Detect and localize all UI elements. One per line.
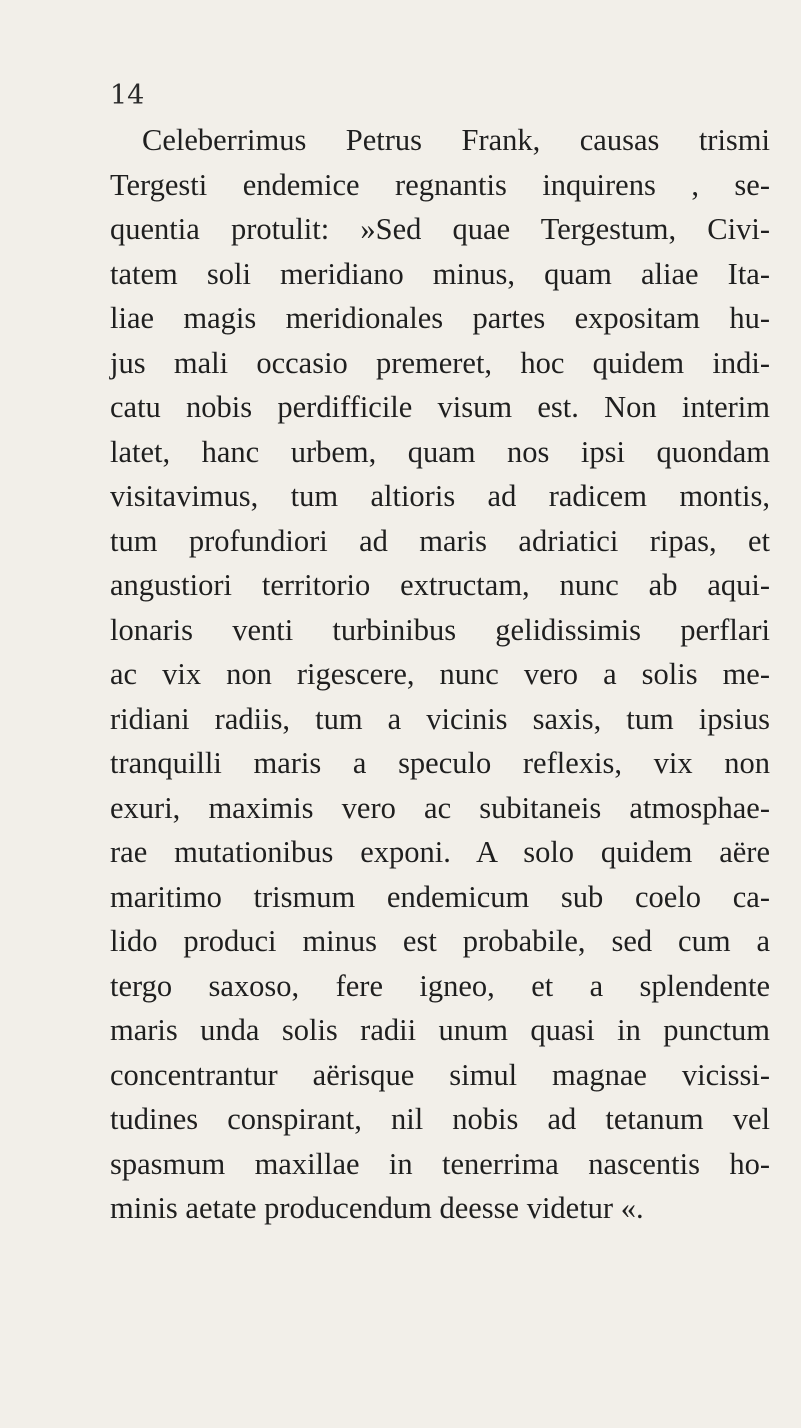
- text-line: exuri, maximis vero ac subitaneis atmosphae-: [110, 790, 770, 825]
- text-line: rae mutationibus exponi. A solo quidem aëre: [110, 835, 770, 869]
- text-line: angustiori territorio extructam, nunc ab aqui-: [110, 568, 770, 602]
- text-line: ridiani radiis, tum a vicinis saxis, tum ipsius: [110, 701, 770, 736]
- text-line: lido produci minus est probabile, sed cum a: [110, 924, 770, 958]
- text-line: tergo saxoso, fere igneo, et a splendente: [110, 968, 770, 1003]
- text-line: lonaris venti turbinibus gelidissimis perflari: [110, 612, 770, 647]
- text-line: visitavimus, tum altioris ad radicem montis,: [110, 479, 770, 513]
- text-line: ac vix non rigescere, nunc vero a solis me-: [110, 657, 770, 691]
- text-line: Celeberrimus Petrus Frank, causas trismi: [142, 123, 770, 157]
- text-line: tudines conspirant, nil nobis ad tetanum vel: [110, 1102, 770, 1136]
- text-line: liae magis meridionales partes expositam hu-: [110, 301, 770, 335]
- text-line: spasmum maxillae in tenerrima nascentis ho-: [110, 1146, 770, 1181]
- page-number: 14: [110, 80, 145, 111]
- text-line: catu nobis perdifficile visum est. Non interim: [110, 390, 770, 424]
- text-line: latet, hanc urbem, quam nos ipsi quondam: [110, 434, 770, 469]
- text-line: maris unda solis radii unum quasi in punctum: [110, 1013, 770, 1047]
- text-line: maritimo trismum endemicum sub coelo ca-: [110, 879, 770, 914]
- text-line: tranquilli maris a speculo reflexis, vix non: [110, 746, 770, 780]
- text-line: tum profundiori ad maris adriatici ripas, et: [110, 523, 770, 558]
- text-line: quentia protulit: »Sed quae Tergestum, Civi-: [110, 212, 770, 246]
- text-line: jus mali occasio premeret, hoc quidem indi-: [110, 345, 770, 380]
- text-line: tatem soli meridiano minus, quam aliae Ita-: [110, 256, 770, 291]
- text-line: minis aetate producendum deesse videtur «.: [110, 1191, 644, 1225]
- text-line: Tergesti endemice regnantis inquirens , se-: [110, 167, 770, 202]
- text-line: concentrantur aërisque simul magnae vicissi-: [110, 1057, 770, 1092]
- body-paragraph: [110, 118, 770, 1231]
